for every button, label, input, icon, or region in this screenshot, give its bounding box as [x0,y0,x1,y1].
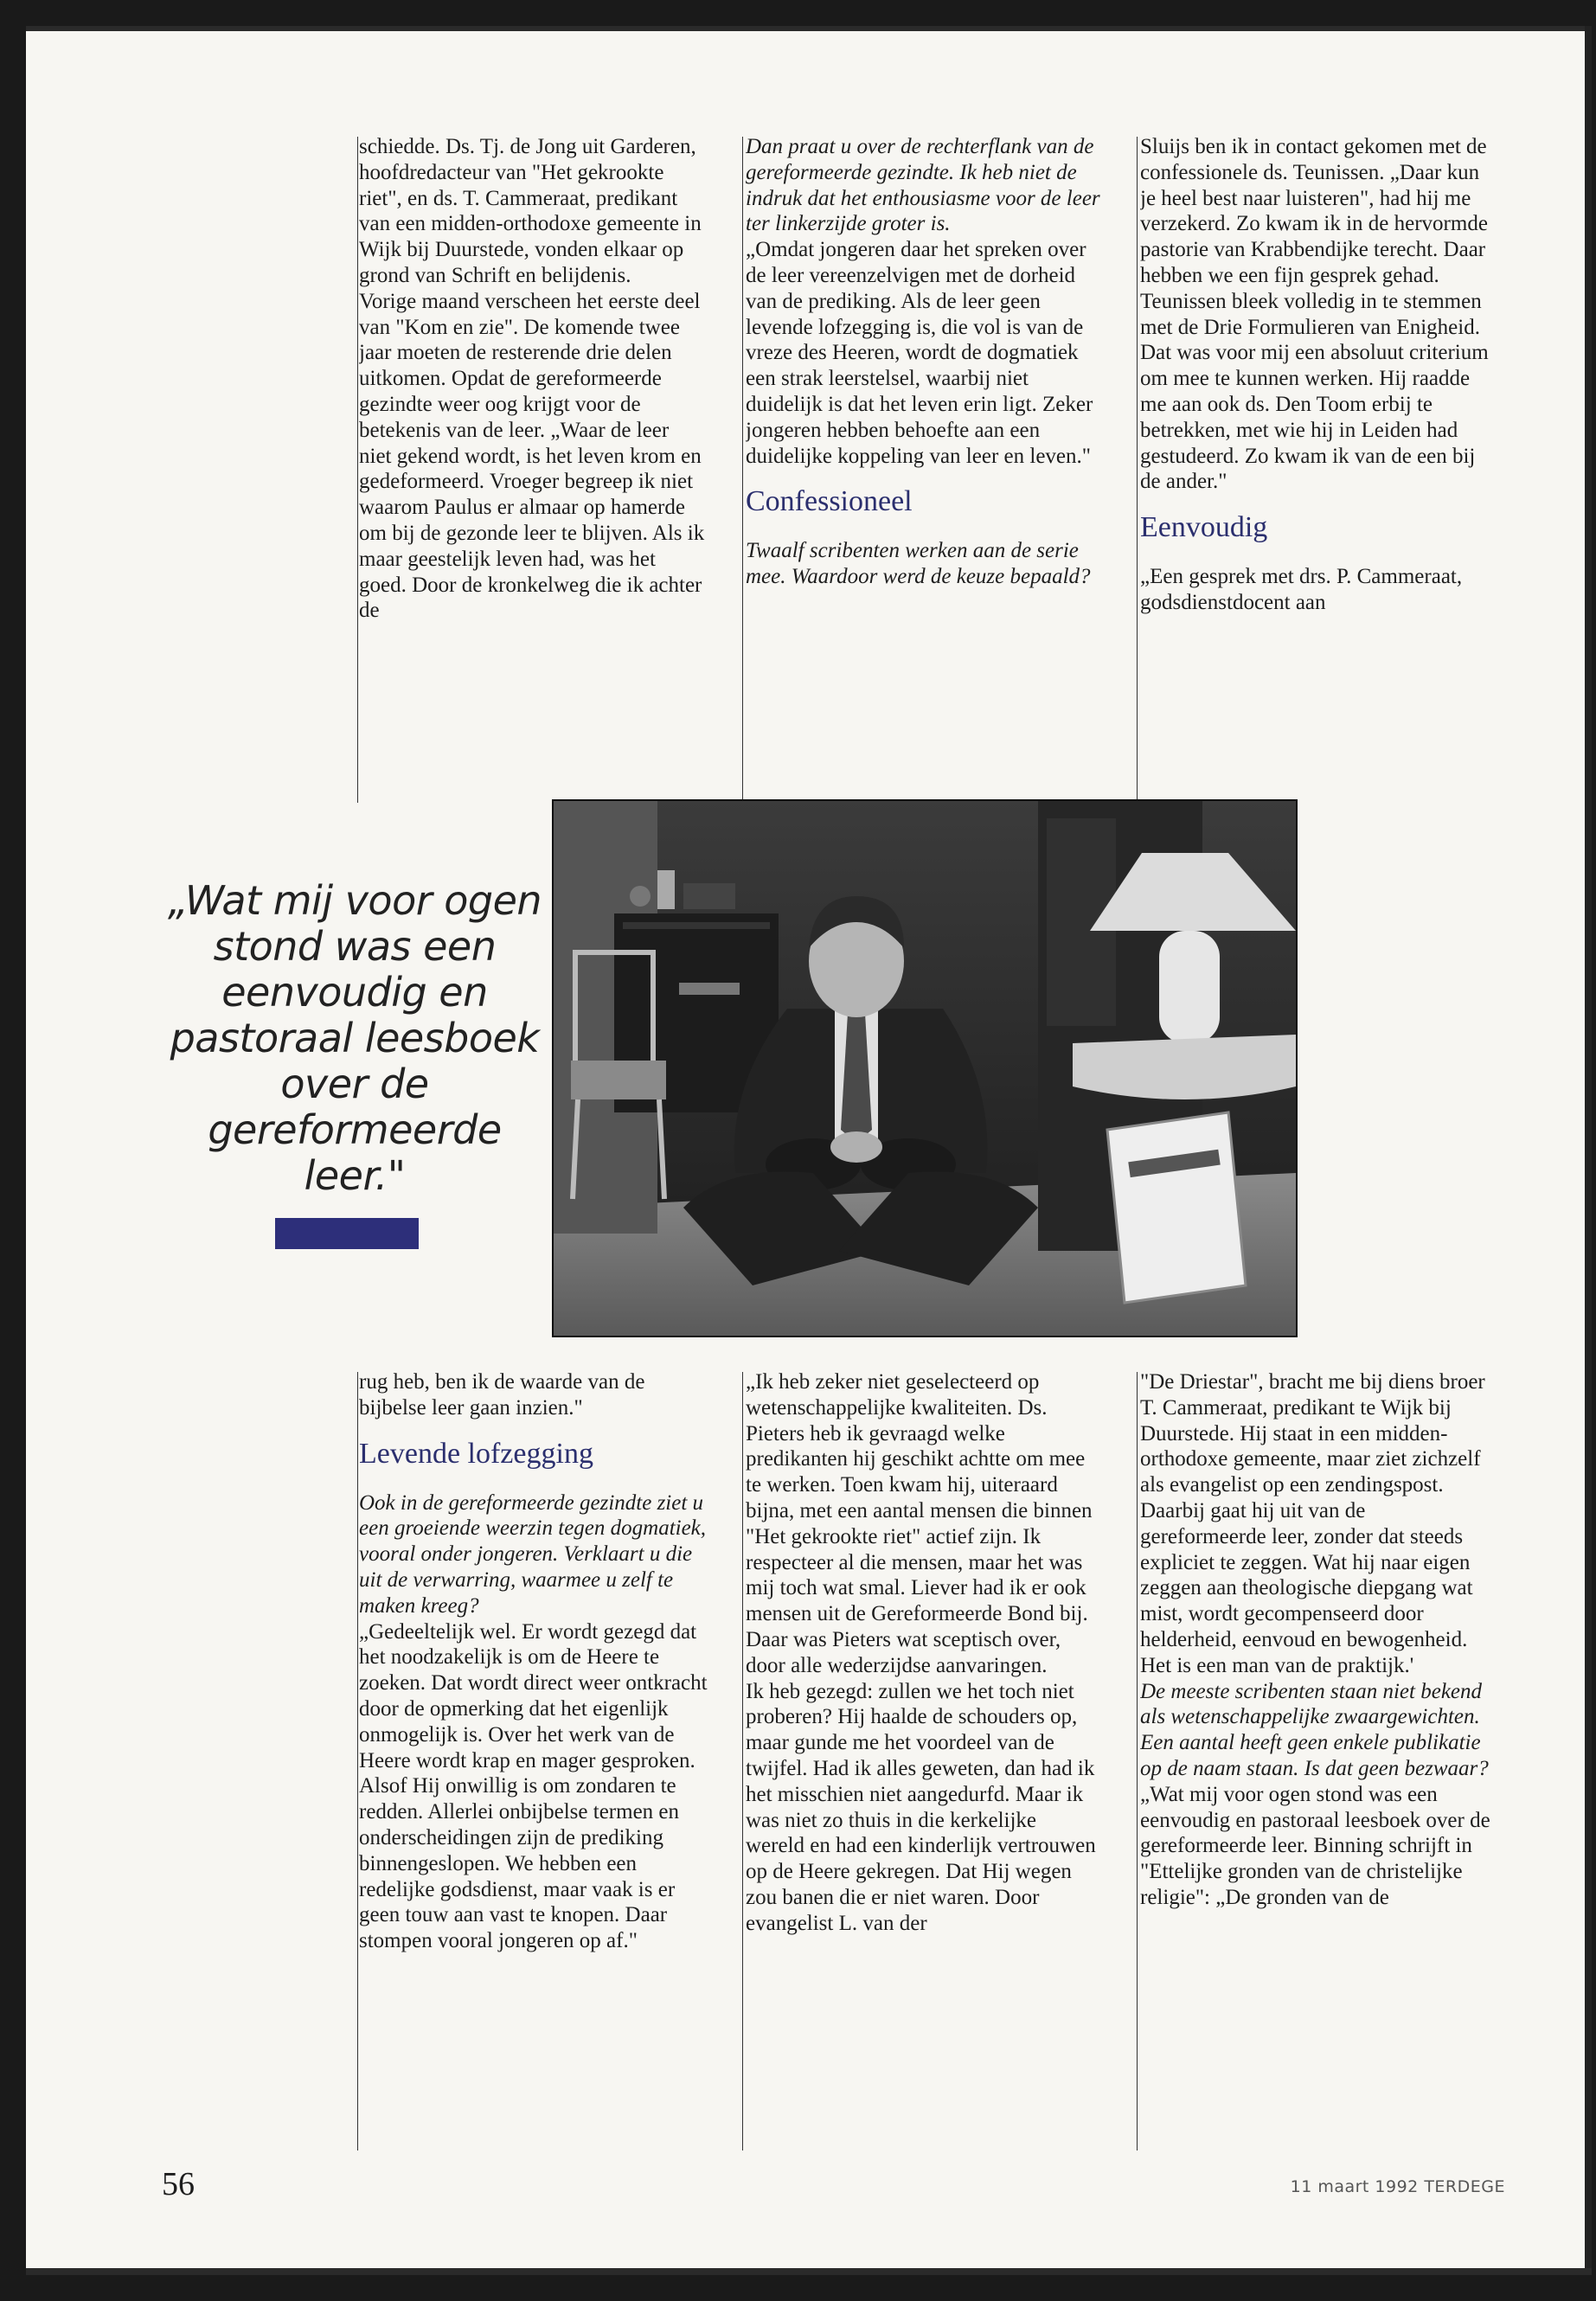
interview-question: Ook in de gereformeerde gezindte ziet u een groeiende weerzin tegen dogmatiek, vooral onder jongeren. Verklaart u die uit de verwarring, waarmee u zelf te maken kreeg? [359,1490,707,1618]
portrait-photo [552,799,1298,1337]
pull-quote: „Wat mij voor ogen stond was een eenvoudig en pastoraal leesboek over de gereformeerde leer." [167,877,542,1199]
column-rule [357,137,358,803]
scan-edge-bottom [26,2268,1592,2275]
paragraph: „Omdat jongeren daar het spreken over de leer vereenzelvigen met de dorheid van de prediking. Als de leer geen levende lofzegging is, die vol is van de vreze des Heeren, wordt de dogmatiek een strak leerstelsel, waarbij niet duidelijk is dat het leven erin ligt. Zeker jongeren hebben behoefte aan een duidelijke koppeling van leer en leven." [746,238,1093,468]
column-rule [1137,1372,1138,2150]
paragraph: „Wat mij voor ogen stond was een eenvoudig en pastoraal leesboek over de gereformeerde leer. Binning schrijft in "Ettelijke gronden van de christelijke religie": „De gronden van de [1140,1782,1490,1909]
section-heading: Eenvoudig [1140,511,1268,544]
paragraph: Vorige maand verscheen het eerste deel van "Kom en zie". De komende twee jaar moeten de resterende drie delen uitkomen. Opdat de gereformeerde gezindte weer oog krijgt voor de betekenis van de leer. „Waar de leer niet gekend wordt, is het leven krom en gedeformeerd. Vroeger begreep ik niet waarom Paulus er almaar op hamerde om bij de gezonde leer te blijven. Als ik maar geestelijk leven had, was het goed. Door de kronkelweg die ik achter de [359,289,705,623]
magazine-page [26,26,1592,2275]
column-rule [742,137,743,803]
column-rule [357,1372,358,2150]
paragraph: Ik heb gezegd: zullen we het toch niet proberen? Hij haalde de schouders op, maar gunde me het voordeel van de twijfel. Had ik alles geweten, dan had ik het misschien niet aangedurfd. Maar ik was niet zo thuis in die kerkelijke wereld en had een kinderlijk vertrouwen op de Heere gekregen. Dat Hij wegen zou banen die er niet waren. Door evangelist L. van der [746,1679,1096,1935]
page-number: 56 [162,2166,195,2202]
interview-question: Dan praat u over de rechterflank van de gereformeerde gezindte. Ik heb niet de indruk dat het enthousiasme voor de leer ter linkerzijde groter is. [746,135,1100,236]
section-heading: Levende lofzegging [359,1437,593,1470]
scan-edge-right [1585,26,1592,2275]
column-rule [1137,137,1138,803]
paragraph: „Gedeeltelijk wel. Er wordt gezegd dat het noodzakelijk is om de Heere te zoeken. Dat wordt direct weer ontkracht door de opmerking dat het eigenlijk onmogelijk is. Over het werk van de Heere wordt krap en mager gesproken. Alsof Hij onwillig is om zondaren te redden. Allerlei onbijbelse termen en onderscheidingen zijn de prediking binnengeslopen. We hebben een redelijke godsdienst, maar vaak is er geen touw aan vast te knopen. Daar stompen vooral jongeren op af." [359,1619,708,1953]
column-bottom-3 [1140,1369,1495,2152]
pull-quote-bar [275,1218,419,1249]
column-bottom-1 [359,1369,714,2152]
interview-question: De meeste scribenten staan niet bekend als wetenschappelijke zwaargewichten. Een aantal heeft geen enkele publikatie op de naam staan. Is dat geen bezwaar? [1140,1679,1489,1780]
column-top-2 [746,134,1100,804]
paragraph: „Een gesprek met drs. P. Cammeraat, godsdienstdocent aan [1140,565,1463,614]
paragraph: „Ik heb zeker niet geselecteerd op wetenschappelijke kwaliteiten. Ds. Pieters heb ik gevraagd welke predikanten hij geschikt achtte om mee te werken. Toen kwam hij, uiteraard bijna, met een aantal mensen die binnen "Het gekrookte riet" actief zijn. Ik respecteer al die mensen, maar het was mij toch wat smal. Liever had ik er ook mensen uit de Gereformeerde Bond bij. Daar was Pieters wat sceptisch over, door alle wederzijdse aanvaringen. [746,1370,1093,1677]
scan-edge-top [26,26,1592,31]
footer-date-publication: 11 maart 1992 TERDEGE [1290,2177,1505,2196]
column-top-1 [359,134,705,804]
paragraph: "De Driestar", bracht me bij diens broer T. Cammeraat, predikant te Wijk bij Duurstede. Hij staat in een midden-orthodoxe gemeente, maar ziet zichzelf als evangelist op een zendingspost. Daarbij gaat hij uit van de gereformeerde leer, zonder dat steeds expliciet te zeggen. Wat hij naar eigen zeggen aan theologische diepgang wat mist, wordt gecompenseerd door helderheid, eenvoud en bewogenheid. Het is een man van de praktijk.' [1140,1370,1485,1677]
section-heading: Confessioneel [746,485,913,518]
column-rule [742,1372,743,2150]
column-bottom-2 [746,1369,1100,2152]
column-top-3 [1140,134,1495,804]
portrait-photo-illustration [554,801,1296,1336]
paragraph: rug heb, ben ik de waarde van de bijbelse leer gaan inzien." [359,1370,645,1420]
paragraph: Sluijs ben ik in contact gekomen met de confessionele ds. Teunissen. „Daar kun je heel best naar luisteren", had hij me verzekerd. Zo kwam ik in de hervormde pastorie van Krabbendijke terecht. Daar hebben we een fijn gesprek gehad. Teunissen bleek volledig in te stemmen met de Drie Formulieren van Enigheid. Dat was voor mij een absoluut criterium om mee te kunnen werken. Hij raadde me aan ook ds. Den Toom erbij te betrekken, met wie hij in Leiden had gestudeerd. Zo kwam ik van de een bij de ander." [1140,135,1489,494]
interview-question: Twaalf scribenten werken aan de serie mee. Waardoor werd de keuze bepaald? [746,539,1091,589]
paragraph: schiedde. Ds. Tj. de Jong uit Garderen, hoofdredacteur van "Het gekrookte riet", en ds. T. Cammeraat, predikant van een midden-orthodoxe gemeente in Wijk bij Duurstede, vonden elkaar op grond van Schrift en belijdenis. [359,135,702,287]
